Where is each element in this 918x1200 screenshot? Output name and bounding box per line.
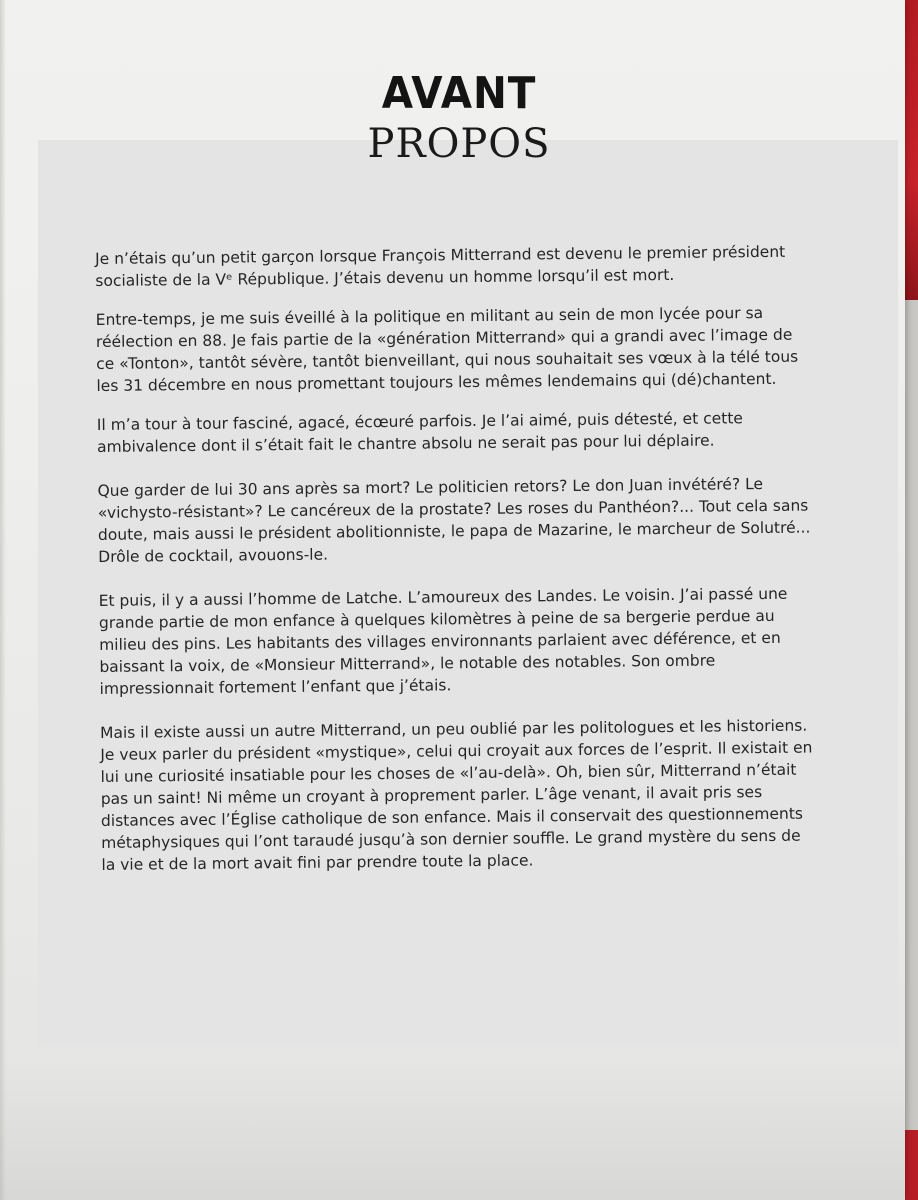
page-shadow bbox=[0, 1060, 905, 1200]
paragraph-1: Je n’étais qu’un petit garçon lorsque François Mitterrand est devenu le premier président socialiste de la Vᵉ République. J’étais devenu un homme lorsqu’il est mort. bbox=[95, 242, 786, 290]
paragraph-5: Et puis, il y a aussi l’homme de Latche. L’amoureux des Landes. Le voisin. J’ai passé une grande partie de mon enfance à quelques kilomètres à peine de sa bergerie perdue au milieu des pins. Les habitants des villages environnants parlaient avec déférence, et en baissant la voix, de «Monsieur Mitterrand», le notable des notables. Son ombre impressionnait fortement l’enfant que j’étais. bbox=[98, 584, 788, 698]
paragraph-2: Entre-temps, je me suis éveillé à la politique en militant au sein de mon lycée pour sa réélection en 88. Je fais partie de la «génération Mitterrand» qui a grandi avec l’image de ce «Tonton», tantôt sévère, tantôt bienveillant, qui nous souhaitait ses vœux à la télé tous les 31 décembre en nous promettant toujours les mêmes lendemains qui (dé)chantent. bbox=[95, 304, 799, 395]
page-edge bbox=[0, 0, 6, 1200]
paragraph-4: Que garder de lui 30 ans après sa mort? Le politicien retors? Le don Juan invétéré? Le «vichysto-résistant»? Le cancéreux de la prostate? Les roses du Panthéon?... Tout cela sans doute, mais aussi le président abolitionniste, le papa de Mazarine, le marcheur de Solutré... Drôle de cocktail, avouons-le. bbox=[97, 475, 811, 566]
title-main: AVANT bbox=[381, 68, 537, 119]
title-sub: PROPOS bbox=[367, 121, 551, 167]
paragraph-3: Il m’a tour à tour fasciné, agacé, écœuré parfois. Je l’ai aimé, puis détesté, et cette ambivalence dont il s’était fait le chantre absolu ne serait pas pour lui déplaire. bbox=[96, 409, 743, 456]
body-text bbox=[95, 240, 820, 892]
page-title bbox=[0, 68, 918, 167]
paragraph-6: Mais il existe aussi un autre Mitterrand, un peu oublié par les politologues et les historiens. Je veux parler du président «mystique», celui qui croyait aux forces de l’esprit. Il existait en lui une curiosité insatiable pour les choses de «l’au-delà». Oh, bien sûr, Mitterrand n’était pas un saint! Ni même un croyant à proprement parler. L’âge venant, il avait pris ses distances avec l’Église catholique de son enfance. Mais il conservait des questionnements métaphysiques qui l’ont taraudé jusqu’à son dernier souffle. Le grand mystère du sens de la vie et de la mort avait fini par prendre toute la place. bbox=[99, 716, 813, 874]
